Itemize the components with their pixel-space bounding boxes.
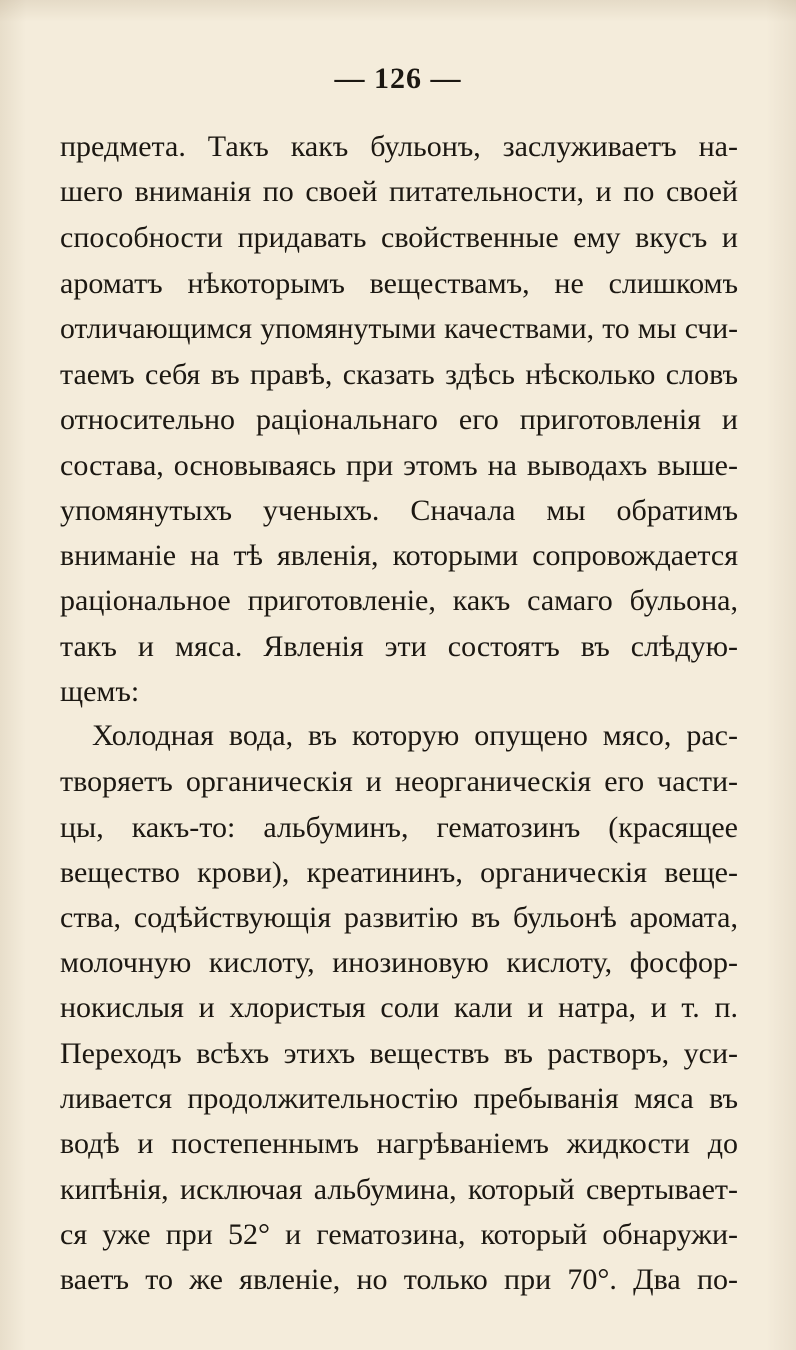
- text-line: раціональное приготовленіе, какъ самаго бульона,: [60, 584, 738, 617]
- text-line: кипѣнія, исключая альбумина, который свертывает-: [60, 1173, 738, 1206]
- text-line: таемъ себя въ правѣ, сказать здѣсь нѣсколько словъ: [60, 358, 738, 391]
- text-line: ства, содѣйствующія развитію въ бульонѣ аромата,: [60, 901, 738, 934]
- text-line: цы, какъ-то: альбуминъ, гематозинъ (красящее: [60, 811, 738, 844]
- text-line: молочную кислоту, инозиновую кислоту, фосфор-: [60, 946, 738, 979]
- text-line: ароматъ нѣкоторымъ веществамъ, не слишкомъ: [60, 267, 738, 300]
- text-line: водѣ и постепеннымъ нагрѣваніемъ жидкости до: [60, 1127, 738, 1160]
- text-line: относительно раціональнаго его приготовленія и: [60, 403, 738, 436]
- text-line: такъ и мяса. Явленія эти состоятъ въ слѣдую-: [60, 630, 738, 663]
- text-line: Холодная вода, въ которую опущено мясо, рас-: [92, 719, 738, 752]
- text-line: шего вниманія по своей питательности, и по своей: [60, 175, 738, 208]
- text-line: нокислыя и хлористыя соли кали и натра, и т. п.: [60, 991, 738, 1024]
- text-line: ваетъ то же явленіе, но только при 70°. Два по-: [60, 1263, 738, 1296]
- text-line: ливается продолжительностію пребыванія мяса въ: [60, 1082, 738, 1115]
- text-line: ся уже при 52° и гематозина, который обнаружи-: [60, 1218, 738, 1251]
- text-line: предмета. Такъ какъ бульонъ, заслуживаетъ на-: [60, 130, 738, 163]
- text-line: вещество крови), креатининъ, органическія веще-: [60, 856, 738, 889]
- page-number: — 126 —: [334, 62, 462, 95]
- text-line: отличающимся упомянутыми качествами, то мы счи-: [60, 313, 738, 345]
- text-line: творяетъ органическія и неорганическія его части-: [60, 765, 738, 798]
- text-line: Переходъ всѣхъ этихъ веществъ въ растворъ, уси-: [60, 1037, 738, 1070]
- text-line: способности придавать свойственные ему вкусъ и: [60, 221, 738, 254]
- text-line: вниманіе на тѣ явленія, которыми сопровождается: [60, 539, 738, 572]
- text-line: щемъ:: [60, 675, 140, 708]
- text-line: состава, основываясь при этомъ на выводахъ выше-: [60, 449, 738, 482]
- text-line: упомянутыхъ ученыхъ. Сначала мы обратимъ: [60, 494, 738, 527]
